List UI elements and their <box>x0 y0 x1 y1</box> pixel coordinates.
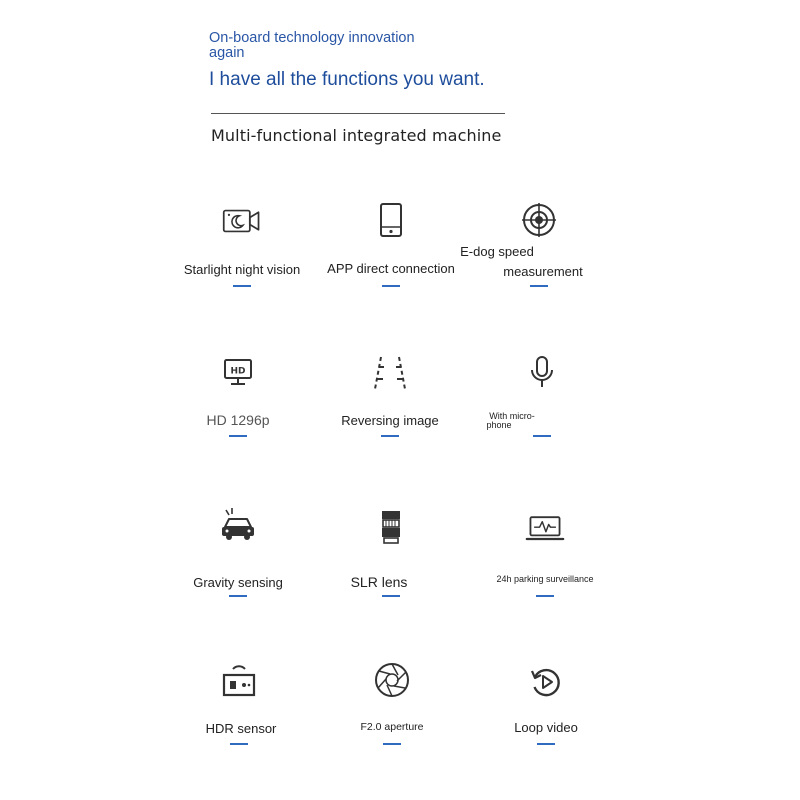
subtitle: On-board technology innovation again <box>209 30 415 61</box>
accent-bar <box>530 285 548 287</box>
accent-bar <box>382 285 400 287</box>
reversing-guide-lines-icon <box>370 352 410 392</box>
radar-target-icon <box>519 200 559 240</box>
aperture-icon <box>372 660 412 700</box>
feature-label: APP direct connection <box>327 261 455 276</box>
svg-text:HD: HD <box>230 366 246 377</box>
phone-icon <box>371 200 411 240</box>
sensor-chip-icon <box>219 660 259 700</box>
night-vision-camera-icon <box>222 201 262 241</box>
feature-with-microphone <box>442 350 642 450</box>
feature-label: F2.0 aperture <box>360 721 424 733</box>
car-collision-icon <box>218 505 258 545</box>
feature-label: HDR sensor <box>205 721 277 736</box>
feature-label: Starlight night vision <box>183 262 301 277</box>
accent-bar <box>533 435 551 437</box>
accent-bar <box>536 595 554 597</box>
feature-label: Reversing image <box>341 413 439 428</box>
divider <box>211 113 505 114</box>
feature-label: Loop video <box>514 720 578 735</box>
section-title: Multi-functional integrated machine <box>211 126 502 145</box>
loop-play-icon <box>526 662 566 702</box>
feature-label-line-1: With micro- <box>489 411 535 421</box>
microphone-icon <box>522 352 562 392</box>
accent-bar <box>381 435 399 437</box>
feature-label-line-1: E-dog speed <box>460 244 534 259</box>
feature-e-dog-speed-measurement <box>439 198 639 298</box>
feature-label: HD 1296p <box>206 412 270 428</box>
accent-bar <box>230 743 248 745</box>
feature-label: Gravity sensing <box>193 575 283 590</box>
feature-label-line-2: phone <box>486 420 512 430</box>
headline: I have all the functions you want. <box>209 69 485 90</box>
accent-bar <box>382 595 400 597</box>
feature-label-line-2: measurement <box>503 264 583 279</box>
feature-loop-video <box>446 658 646 758</box>
hd-monitor-icon <box>218 352 258 392</box>
accent-bar <box>233 285 251 287</box>
laptop-pulse-icon <box>525 509 565 549</box>
feature-label: SLR lens <box>350 574 408 590</box>
camera-lens-icon <box>371 507 411 547</box>
accent-bar <box>383 743 401 745</box>
accent-bar <box>229 595 247 597</box>
feature-24h-parking-surveillance <box>445 505 645 605</box>
feature-label: 24h parking surveillance <box>496 574 594 584</box>
accent-bar <box>229 435 247 437</box>
accent-bar <box>537 743 555 745</box>
